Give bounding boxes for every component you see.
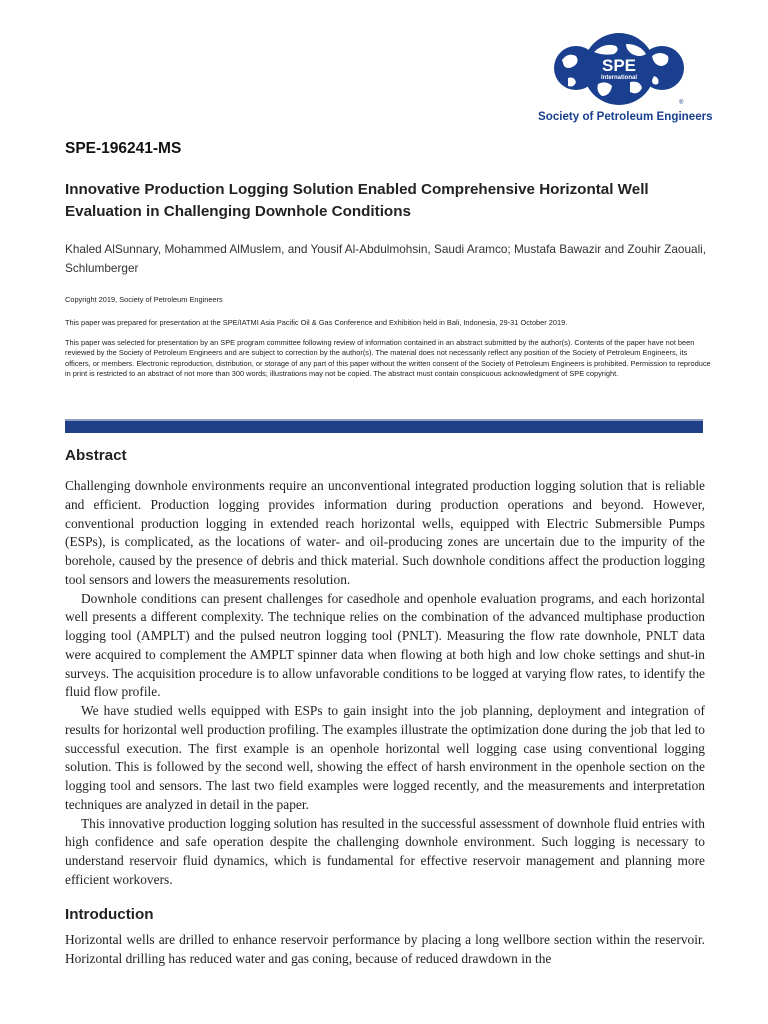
abstract-paragraph: We have studied wells equipped with ESPs to gain insight into the job planning, deployment and integration of results for horizontal well production profiling. The examples illustrate the optimization done during the job that led to successful execution. The first example is an openhole horizontal well logging case using conventional logging solution. This is followed by the second well, showing the effect of harsh environment in the openhole section on the logging tool and sensors. The last two field examples were logged recently, and the measurements and interpretation techniques are analyzed in detail in the paper.	[65, 703, 705, 812]
introduction-heading: Introduction	[65, 906, 154, 923]
paper-title: Innovative Production Logging Solution Enabled Comprehensive Horizontal Well Evaluation in Challenging Downhole Conditions	[65, 181, 649, 220]
introduction-body	[65, 931, 705, 969]
presentation-note: This paper was prepared for presentation at the SPE/IATMI Asia Pacific Oil & Gas Conference and Exhibition held in Bali, Indonesia, 29-31 October 2019.	[65, 318, 568, 327]
globe-subtext: International	[600, 75, 638, 81]
abstract-paragraph: This innovative production logging solution has resulted in the successful assessment of downhole fluid entries with high confidence and safe operation despite the challenging downhole environment. Such logging is necessary to understand reservoir fluid dynamics, which is fundamental for effective reservoir management and planning more efficient workovers.	[65, 815, 705, 887]
introduction-paragraph: Horizontal wells are drilled to enhance reservoir performance by placing a long wellbore section within the reservoir. Horizontal drilling has reduced water and gas coning, because of reduced drawdown in the	[65, 932, 705, 966]
copyright-line: Copyright 2019, Society of Petroleum Engineers	[65, 295, 223, 304]
abstract-paragraph: Challenging downhole environments require an unconventional integrated production logging solution that is reliable and efficient. Production logging provides information during production operations and beyond. However, conventional production logging in extended reach horizontal wells, equipped with Electric Submersible Pumps (ESPs), is complicated, as the locations of water- and oil-producing zones are uncertain due to the impurity of the borehole, caused by the presence of debris and thick material. Such downhole conditions affect the production logging tool sensors and lowers the measurements resolution.	[65, 478, 705, 587]
authors: Khaled AlSunnary, Mohammed AlMuslem, and Yousif Al-Abdulmohsin, Saudi Aramco; Mustafa Bawazir and Zouhir Zaouali, Schlumberger	[65, 242, 707, 275]
globe-text: SPE	[601, 56, 637, 75]
society-name: Society of Petroleum Engineers	[538, 110, 713, 123]
selection-note: This paper was selected for presentation by an SPE program committee following review of information contained in an abstract submitted by the author(s). Contents of the paper have not been reviewed by the Society of Petroleum Engineers and are subject to correction by the author(s). The material does not necessarily reflect any position of the Society of Petroleum Engineers, its officers, or members. Electronic reproduction, distribution, or storage of any part of this paper without the written consent of the Society of Petroleum Engineers is prohibited. Permission to reproduce in print is restricted to an abstract of not more than 300 words; illustrations may not be copied. The abstract must contain conspicuous acknowledgment of SPE copyright.	[65, 338, 711, 378]
abstract-body	[65, 477, 705, 890]
svg-text:®: ®	[679, 100, 684, 106]
spe-logo	[538, 30, 713, 126]
header-divider	[65, 419, 703, 433]
abstract-paragraph: Downhole conditions can present challenges for casedhole and openhole evaluation programs, and each horizontal well presents a different complexity. The technique relies on the combination of the advanced multiphase production logging tool (AMPLT) and the pulsed neutron logging tool (PNLT). Measuring the flow rate downhole, PNLT data were acquired to complement the AMPLT spinner data when flowing at both high and low choke settings and shut-in surveys. The acquisition procedure is to allow unfavorable conditions to be logged at varying flow rates, to identify the fluid flow profile.	[65, 590, 705, 700]
paper-id: SPE-196241-MS	[65, 140, 182, 157]
abstract-heading: Abstract	[65, 447, 127, 464]
spe-globe-icon	[554, 32, 684, 106]
